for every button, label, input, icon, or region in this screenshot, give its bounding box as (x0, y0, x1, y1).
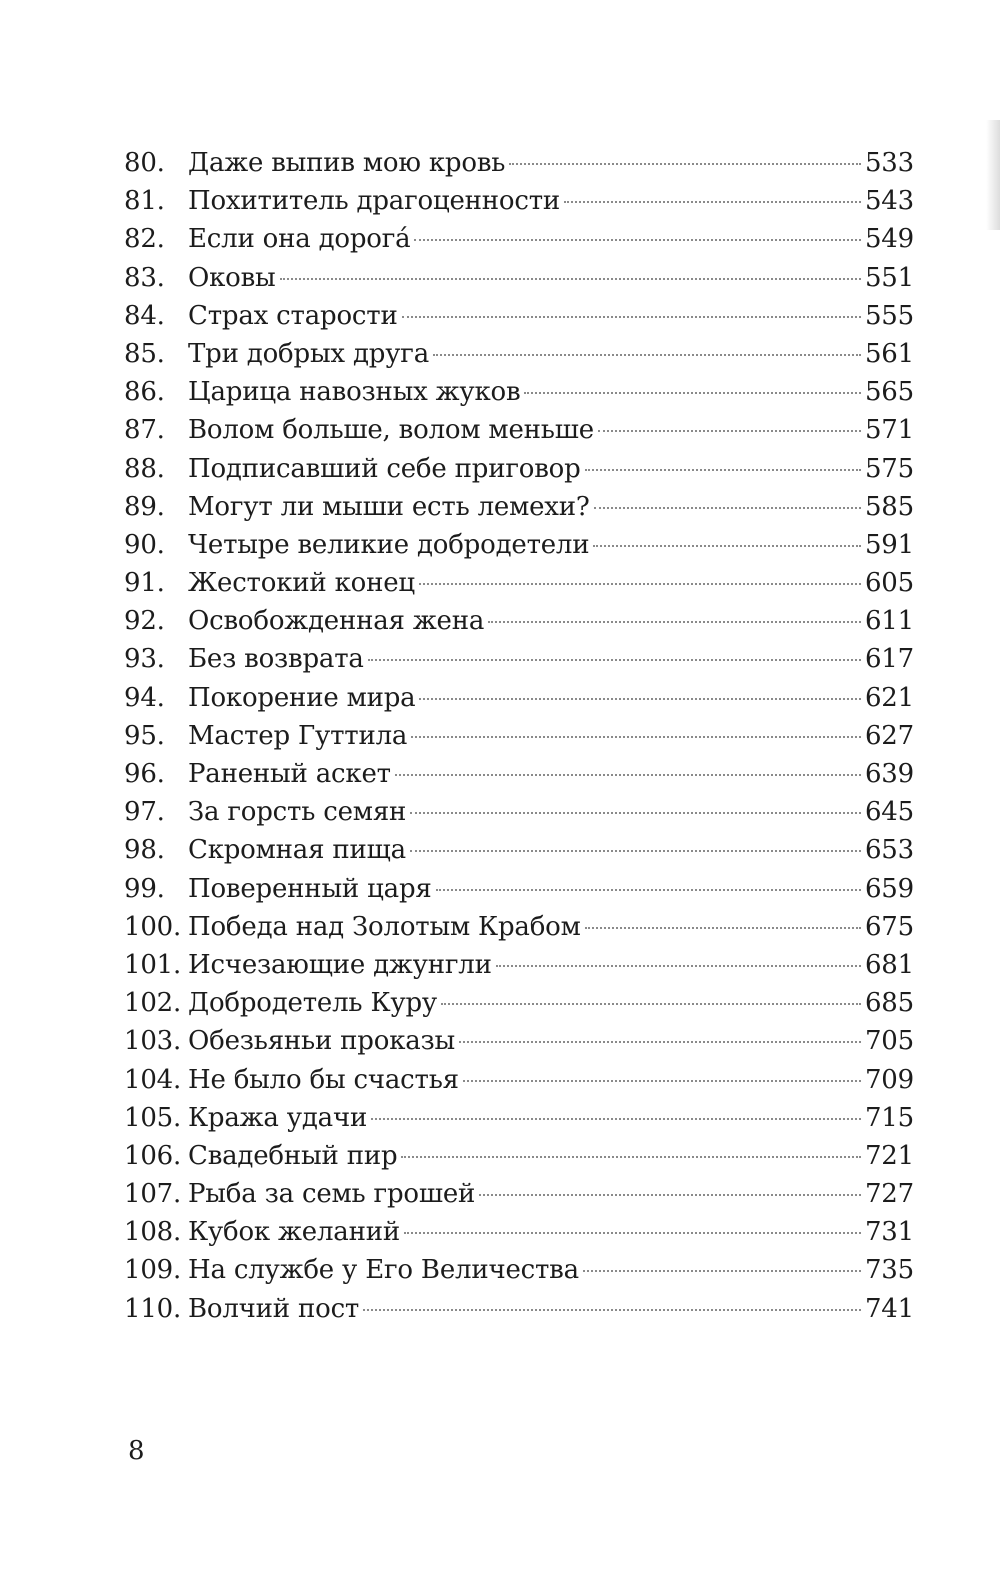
toc-entry (124, 144, 914, 182)
leader-dots (459, 1041, 861, 1043)
entry-title: Не было бы счастья (188, 1064, 459, 1095)
entry-number: 89. (124, 491, 165, 522)
toc-entry (124, 564, 914, 602)
entry-page-number: 645 (864, 797, 914, 828)
entry-page-number: 653 (864, 835, 914, 866)
entry-page-number: 675 (864, 911, 914, 942)
entry-number: 85. (124, 338, 165, 369)
leader-dots (404, 1232, 861, 1234)
toc-entry (124, 640, 914, 678)
leader-dots (401, 1156, 861, 1158)
entry-number: 96. (124, 759, 165, 789)
leader-dots (411, 736, 861, 738)
toc-entry (124, 1061, 914, 1099)
toc-entry (124, 297, 914, 335)
toc-entry (124, 984, 914, 1022)
entry-page-number: 575 (864, 453, 914, 484)
entry-number: 86. (124, 377, 165, 408)
entry-title: За горсть семян (188, 797, 407, 828)
leader-dots (593, 545, 861, 547)
leader-dots (585, 469, 861, 471)
entry-number: 82. (124, 224, 165, 255)
toc-entry (124, 755, 914, 793)
leader-dots (419, 698, 861, 700)
entry-title: Покорение мира (188, 682, 416, 713)
entry-number: 105. (124, 1102, 182, 1133)
entry-title: Оковы (188, 262, 276, 293)
toc-entry (124, 1251, 914, 1289)
leader-dots (363, 1309, 861, 1311)
entry-page-number: 549 (864, 224, 914, 255)
entry-title: Подписавший себе приговор (188, 453, 581, 484)
entry-title: Царица навозных жуков (188, 377, 521, 408)
toc-entry (124, 220, 914, 258)
leader-dots (524, 392, 861, 394)
toc-entry (124, 1290, 914, 1328)
entry-title: Могут ли мыши есть лемехи? (188, 491, 590, 522)
entry-number: 80. (124, 148, 165, 178)
entry-number: 84. (124, 300, 165, 331)
entry-number: 103. (124, 1026, 182, 1057)
entry-number: 102. (124, 988, 182, 1019)
toc-entry (124, 411, 914, 449)
entry-page-number: 585 (864, 491, 914, 522)
entry-title: Кубок желаний (188, 1217, 400, 1248)
entry-title: Раненый аскет (188, 759, 391, 789)
leader-dots (479, 1194, 861, 1196)
entry-title: Жестокий конец (188, 568, 415, 599)
entry-title: Даже выпив мою кровь (188, 148, 506, 178)
toc-entry (124, 831, 914, 869)
leader-dots (583, 1270, 861, 1272)
leader-dots (441, 1003, 861, 1005)
entry-number: 83. (124, 262, 165, 293)
toc-entry (124, 793, 914, 831)
leader-dots (594, 507, 861, 509)
entry-page-number: 681 (864, 949, 914, 980)
entry-number: 99. (124, 873, 165, 904)
entry-title: Мастер Гуттила (188, 720, 408, 751)
toc-entry (124, 450, 914, 488)
entry-number: 107. (124, 1179, 182, 1210)
toc-entry (124, 335, 914, 373)
toc-entry (124, 870, 914, 908)
entry-title: Обезьяньи проказы (188, 1026, 456, 1057)
leader-dots (564, 201, 861, 203)
page-number: 8 (128, 1436, 145, 1466)
entry-number: 106. (124, 1140, 182, 1171)
leader-dots (280, 278, 861, 280)
entry-number: 92. (124, 606, 165, 637)
toc-entry (124, 602, 914, 640)
entry-page-number: 551 (864, 262, 914, 293)
entry-title: Страх старости (188, 300, 398, 331)
entry-number: 81. (124, 186, 165, 217)
entry-number: 93. (124, 644, 165, 675)
toc-entry (124, 679, 914, 717)
entry-number: 101. (124, 949, 182, 980)
toc-entry (124, 1022, 914, 1060)
toc-entry (124, 488, 914, 526)
entry-title: Четыре великие добродетели (188, 529, 590, 560)
leader-dots (436, 889, 861, 891)
entry-number: 95. (124, 720, 165, 751)
entry-number: 110. (124, 1293, 182, 1324)
entry-title: Освобожденная жена (188, 606, 485, 637)
entry-title: Рыба за семь грошей (188, 1179, 476, 1210)
leader-dots (488, 621, 861, 623)
entry-number: 91. (124, 568, 165, 599)
entry-title: Исчезающие джунгли (188, 949, 492, 980)
entry-title: Добродетель Куру (188, 988, 438, 1019)
entry-title: Победа над Золотым Крабом (188, 911, 581, 942)
toc-entry (124, 1175, 914, 1213)
entry-number: 104. (124, 1064, 182, 1095)
toc-entry (124, 1137, 914, 1175)
leader-dots (509, 163, 861, 165)
entry-number: 88. (124, 453, 165, 484)
entry-title: Скромная пища (188, 835, 406, 866)
entry-title: Волом больше, волом меньше (188, 415, 594, 446)
entry-page-number: 621 (864, 682, 914, 713)
entry-title: Волчий пост (188, 1293, 360, 1324)
entry-page-number: 639 (864, 759, 914, 789)
entry-number: 108. (124, 1217, 182, 1248)
toc-entry (124, 1099, 914, 1137)
entry-page-number: 571 (864, 415, 914, 446)
entry-number: 98. (124, 835, 165, 866)
entry-page-number: 627 (864, 720, 914, 751)
entry-number: 100. (124, 911, 182, 942)
leader-dots (410, 850, 861, 852)
entry-page-number: 533 (864, 148, 914, 178)
toc-entry (124, 1213, 914, 1251)
entry-page-number: 705 (864, 1026, 914, 1057)
toc-entry (124, 717, 914, 755)
leader-dots (419, 583, 861, 585)
leader-dots (414, 239, 860, 241)
entry-number: 87. (124, 415, 165, 446)
entry-page-number: 565 (864, 377, 914, 408)
entry-title: Поверенный царя (188, 873, 432, 904)
toc-entry (124, 946, 914, 984)
entry-page-number: 731 (864, 1217, 914, 1248)
entry-page-number: 561 (864, 338, 914, 369)
entry-page-number: 685 (864, 988, 914, 1019)
entry-page-number: 721 (864, 1140, 914, 1171)
entry-title: Похититель драгоценности (188, 186, 561, 217)
entry-page-number: 727 (864, 1179, 914, 1210)
entry-page-number: 735 (864, 1255, 914, 1286)
entry-page-number: 709 (864, 1064, 914, 1095)
entry-title: Если она дорога́ (188, 224, 411, 255)
entry-page-number: 555 (864, 300, 914, 331)
leader-dots (371, 1118, 861, 1120)
toc-entry (124, 182, 914, 220)
entry-page-number: 611 (864, 606, 914, 637)
leader-dots (496, 965, 861, 967)
leader-dots (368, 659, 861, 661)
entry-page-number: 659 (864, 873, 914, 904)
entry-page-number: 617 (864, 644, 914, 675)
entry-title: Свадебный пир (188, 1140, 398, 1171)
entry-number: 97. (124, 797, 165, 828)
entry-number: 94. (124, 682, 165, 713)
leader-dots (598, 430, 861, 432)
page-edge-shadow (986, 120, 1000, 230)
entry-page-number: 591 (864, 529, 914, 560)
leader-dots (463, 1080, 861, 1082)
toc-entry (124, 526, 914, 564)
toc-entry (124, 373, 914, 411)
leader-dots (402, 316, 861, 318)
toc-entry (124, 908, 914, 946)
entry-title: На службе у Его Величества (188, 1255, 579, 1286)
entry-page-number: 715 (864, 1102, 914, 1133)
leader-dots (433, 354, 861, 356)
entry-number: 90. (124, 529, 165, 560)
entry-title: Три добрых друга (188, 338, 430, 369)
entry-title: Без возврата (188, 644, 364, 675)
entry-page-number: 741 (864, 1293, 914, 1324)
entry-page-number: 605 (864, 568, 914, 599)
entry-title: Кража удачи (188, 1102, 368, 1133)
table-of-contents (124, 144, 914, 1328)
entry-page-number: 543 (864, 186, 914, 217)
leader-dots (585, 927, 861, 929)
leader-dots (410, 812, 861, 814)
entry-number: 109. (124, 1255, 182, 1286)
leader-dots (395, 774, 861, 776)
toc-entry (124, 259, 914, 297)
